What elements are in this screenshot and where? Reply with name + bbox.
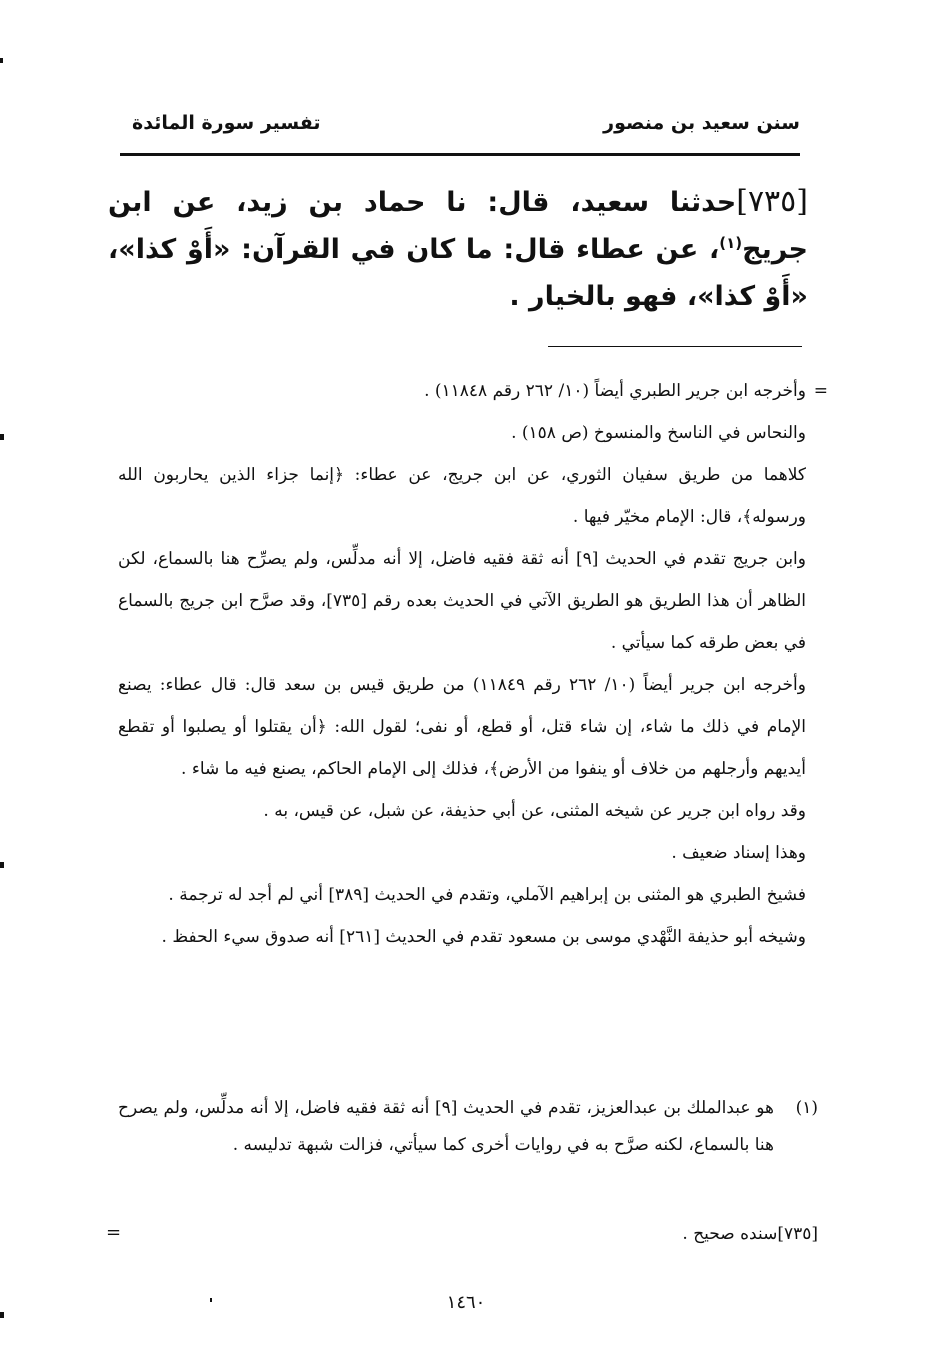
running-header: [120, 112, 800, 146]
scan-speck: [0, 862, 4, 868]
note-paragraph: وأخرجه ابن جرير الطبري أيضاً (١٠/ ٢٦٢ رقم ١١٨٤٨) .: [424, 381, 806, 401]
hadith-text: [108, 178, 808, 320]
footnote: [118, 1090, 818, 1164]
hadith-body: ، عن عطاء قال: ما كان في القرآن: «أَوْ كذا»، «أَوْ كذا»، فهو بالخيار .: [108, 234, 808, 312]
footnote-text: هو عبدالملك بن عبدالعزيز، تقدم في الحديث [٩] أنه ثقة فقيه فاضل، إلا أنه مدلِّس، ولم يصرح هنا بالسماع، لكنه صرَّح به في روايات أخرى كما سيأتي، فزالت شبهة تدليسه .: [118, 1098, 774, 1155]
hadith-isnad: حدثنا سعيد، قال: نا حماد بن زيد، عن ابن جريج: [108, 187, 808, 265]
notes-separator: [548, 346, 802, 347]
book-title: سنن سعيد بن منصور: [603, 112, 800, 134]
footnote-reference: (١): [719, 234, 743, 252]
note-paragraph: فشيخ الطبري هو المثنى بن إبراهيم الآملي، وتقدم في الحديث [٣٨٩] أني لم أجد له ترجمة .: [168, 885, 806, 905]
scan-speck: [210, 1298, 212, 1302]
commentary-notes: [118, 370, 828, 958]
hadith-number: [٧٣٥]: [736, 184, 808, 219]
page-number: ١٤٦٠: [446, 1292, 486, 1313]
note-paragraph: وهذا إسناد ضعيف .: [671, 843, 806, 863]
note-paragraph: والنحاس في الناسخ والمنسوخ (ص ١٥٨) .: [511, 423, 806, 443]
note-paragraph: وقد رواه ابن جرير عن شيخه المثنى، عن أبي حذيفة، عن شبل، عن قيس، به .: [263, 801, 806, 821]
chapter-title: تفسير سورة المائدة: [132, 112, 321, 134]
bottom-continuation-mark: =: [106, 1222, 122, 1243]
header-rule: [120, 153, 800, 156]
scan-speck: [0, 1312, 4, 1318]
note-paragraph: وابن جريج تقدم في الحديث [٩] أنه ثقة فقيه فاضل، إلا أنه مدلِّس، ولم يصرِّح هنا بالسماع، لكن الظاهر أن هذا الطريق هو الطريق الآتي في الحديث بعده رقم [٧٣٥]، وقد صرَّح ابن جريج بالسماع في بعض طرقه كما سيأتي .: [118, 549, 806, 653]
footnote-marker: (١): [795, 1098, 818, 1118]
note-paragraph: وأخرجه ابن جرير أيضاً (١٠/ ٢٦٢ رقم ١١٨٤٩) من طريق قيس بن سعد قال: قال عطاء: يصنع الإمام في ذلك ما شاء، إن شاء قتل، أو قطع، أو نفى؛ لقول الله: ﴿أن يقتلوا أو يصلبوا أو تقطع أيديهم وأرجلهم من خلاف أو ينفوا من الأرض﴾، فذلك إلى الإمام الحاكم، يصنع فيه ما شاء .: [118, 675, 806, 779]
note-paragraph: كلاهما من طريق سفيان الثوري، عن ابن جريج، عن عطاء: ﴿إنما جزاء الذين يحاربون الله ورسوله﴾، قال: الإمام مخيّر فيها .: [118, 465, 806, 527]
note-paragraph: وشيخه أبو حذيفة النَّهْدي موسى بن مسعود تقدم في الحديث [٢٦١] أنه صدوق سيء الحفظ .: [161, 927, 806, 947]
scan-speck: [0, 58, 3, 63]
hadith-grade: [٧٣٥]سنده صحيح .: [682, 1224, 818, 1244]
continuation-mark: =: [813, 381, 828, 401]
scan-speck: [0, 434, 4, 440]
